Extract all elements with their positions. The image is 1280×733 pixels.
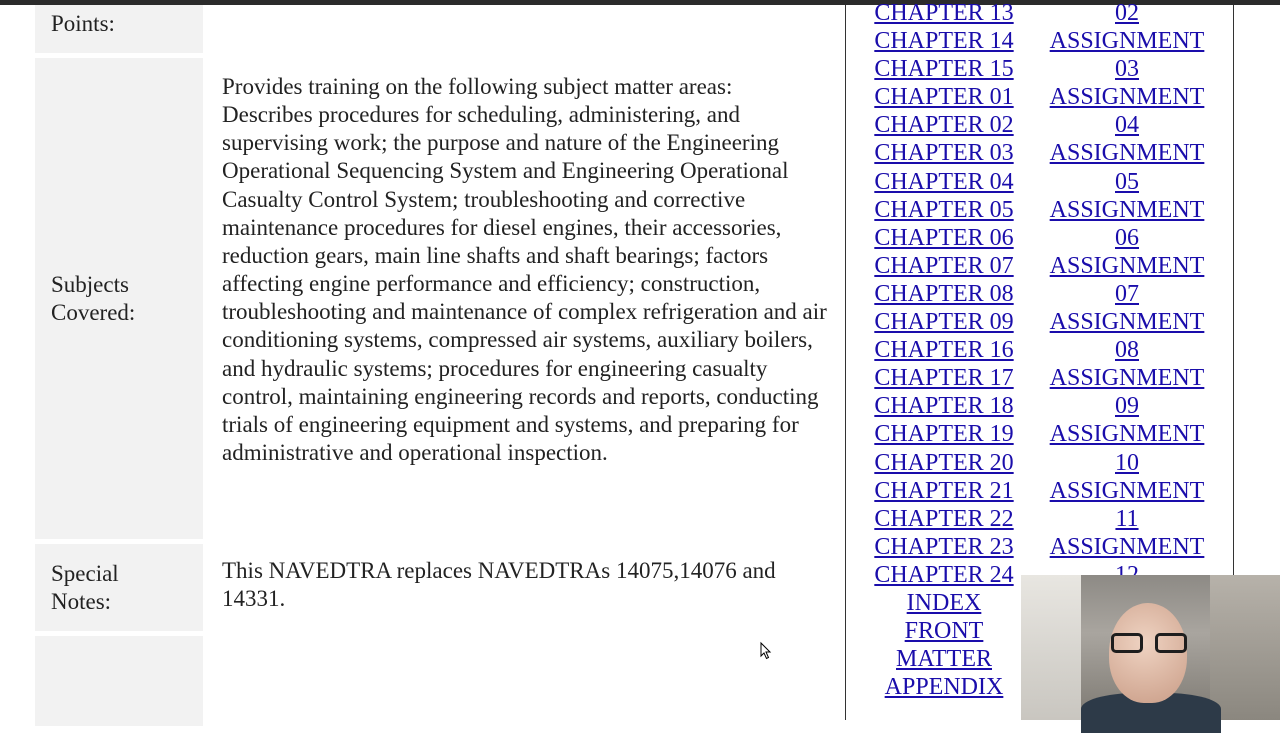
webcam-background-left — [1021, 575, 1081, 720]
chapter-link[interactable]: INDEX — [906, 589, 982, 616]
points-label-cell — [35, 5, 203, 53]
assignment-link[interactable] — [1046, 139, 1208, 195]
chapter-link[interactable]: CHAPTER 15 — [874, 56, 1014, 83]
assignment-link[interactable] — [1046, 0, 1208, 27]
chapter-link[interactable]: CHAPTER 14 — [874, 28, 1014, 55]
assignment-links-list — [1046, 0, 1208, 573]
links-panel-right-border — [1233, 5, 1234, 575]
assignment-link[interactable] — [1046, 364, 1208, 420]
assignment-link-number: 03 — [1115, 56, 1139, 83]
assignment-link[interactable] — [1046, 477, 1208, 533]
assignment-link-number: 08 — [1115, 337, 1139, 364]
assignment-link-number: 05 — [1115, 168, 1139, 195]
assignment-links-column — [1046, 0, 1208, 573]
chapter-link[interactable]: CHAPTER 24 — [874, 561, 1014, 588]
chapter-link[interactable]: CHAPTER 23 — [874, 533, 1014, 560]
chapter-link[interactable]: FRONT MATTER — [896, 618, 992, 673]
assignment-link-word: ASSIGNMENT — [1049, 309, 1205, 336]
assignment-link[interactable] — [1046, 252, 1208, 308]
webcam-background-right — [1210, 575, 1280, 720]
assignment-link[interactable] — [1046, 308, 1208, 364]
special-notes-label-cell — [35, 544, 203, 631]
special-notes-label: Special Notes: — [51, 560, 119, 614]
assignment-link[interactable] — [1046, 83, 1208, 139]
subjects-text: Provides training on the following subject matter areas: Describes procedures for scheduling, administering, and supervising work; the purpose and nature of the Engineering Operational Sequencing System and Engineering Operational Casualty Control System; troubleshooting and corrective maintenance procedures for diesel engines, their accessories, reduction gears, main line shafts and shaft bearings; factors affecting engine performance and efficiency; construction, troubleshooting and maintenance of complex refrigeration and air conditioning systems, compressed air systems, auxiliary boilers, and hydraulic systems; procedures for engineering casualty control, maintaining engineering records and reports, conducting trials of engineering equipment and systems, and preparing for administrative and operational inspection. — [222, 74, 827, 466]
chapter-link[interactable]: CHAPTER 13 — [874, 0, 1014, 26]
assignment-link[interactable] — [1046, 27, 1208, 83]
subjects-label-cell — [35, 58, 203, 539]
assignment-link-number: 09 — [1115, 393, 1139, 420]
assignment-link-word: ASSIGNMENT — [1049, 196, 1205, 223]
chapter-link[interactable]: CHAPTER 02 — [874, 112, 1014, 139]
chapter-link[interactable]: CHAPTER 09 — [874, 309, 1014, 336]
assignment-link-number: 11 — [1115, 505, 1139, 532]
empty-label-cell — [35, 636, 203, 726]
assignment-link[interactable] — [1046, 196, 1208, 252]
assignment-link-word: ASSIGNMENT — [1049, 252, 1205, 279]
special-notes-text: This NAVEDTRA replaces NAVEDTRAs 14075,14076 and 14331. — [222, 558, 776, 612]
chapter-link[interactable]: CHAPTER 17 — [874, 365, 1014, 392]
chapter-link[interactable]: CHAPTER 18 — [874, 393, 1014, 420]
assignment-link-word: ASSIGNMENT — [1049, 84, 1205, 111]
chapter-link[interactable]: CHAPTER 07 — [874, 252, 1014, 279]
subjects-label: Subjects Covered: — [51, 271, 136, 325]
points-label: Points: — [51, 11, 115, 36]
assignment-link-word: ASSIGNMENT — [1049, 477, 1205, 504]
chapter-links-column — [871, 0, 1017, 701]
chapter-link[interactable]: CHAPTER 22 — [874, 505, 1014, 532]
chapter-link[interactable]: CHAPTER 19 — [874, 421, 1014, 448]
webcam-person-glasses — [1111, 633, 1187, 655]
assignment-link-number: 07 — [1115, 280, 1139, 307]
chapter-link[interactable]: CHAPTER 21 — [874, 477, 1014, 504]
chapter-link[interactable]: CHAPTER 03 — [874, 140, 1014, 167]
chapter-link[interactable]: CHAPTER 04 — [874, 168, 1014, 195]
assignment-link-number: 06 — [1115, 224, 1139, 251]
assignment-link-word: ASSIGNMENT — [1049, 421, 1205, 448]
assignment-link-word: ASSIGNMENT — [1049, 140, 1205, 167]
assignment-link-word: ASSIGNMENT — [1049, 28, 1205, 55]
chapter-link[interactable]: CHAPTER 20 — [874, 449, 1014, 476]
chapter-link[interactable]: CHAPTER 08 — [874, 280, 1014, 307]
chapter-link[interactable]: CHAPTER 16 — [874, 337, 1014, 364]
chapter-link[interactable]: CHAPTER 05 — [874, 196, 1014, 223]
chapter-link[interactable]: CHAPTER 06 — [874, 224, 1014, 251]
assignment-link-word: ASSIGNMENT — [1049, 365, 1205, 392]
webcam-overlay — [1021, 575, 1280, 720]
chapter-link[interactable]: APPENDIX — [884, 674, 1004, 701]
assignment-link-number: 04 — [1115, 112, 1139, 139]
chapter-link[interactable]: CHAPTER 01 — [874, 84, 1014, 111]
assignment-link-word: ASSIGNMENT — [1049, 533, 1205, 560]
assignment-link-number: 10 — [1115, 449, 1139, 476]
assignment-link-number: 02 — [1115, 0, 1139, 26]
assignment-link[interactable] — [1046, 420, 1208, 476]
